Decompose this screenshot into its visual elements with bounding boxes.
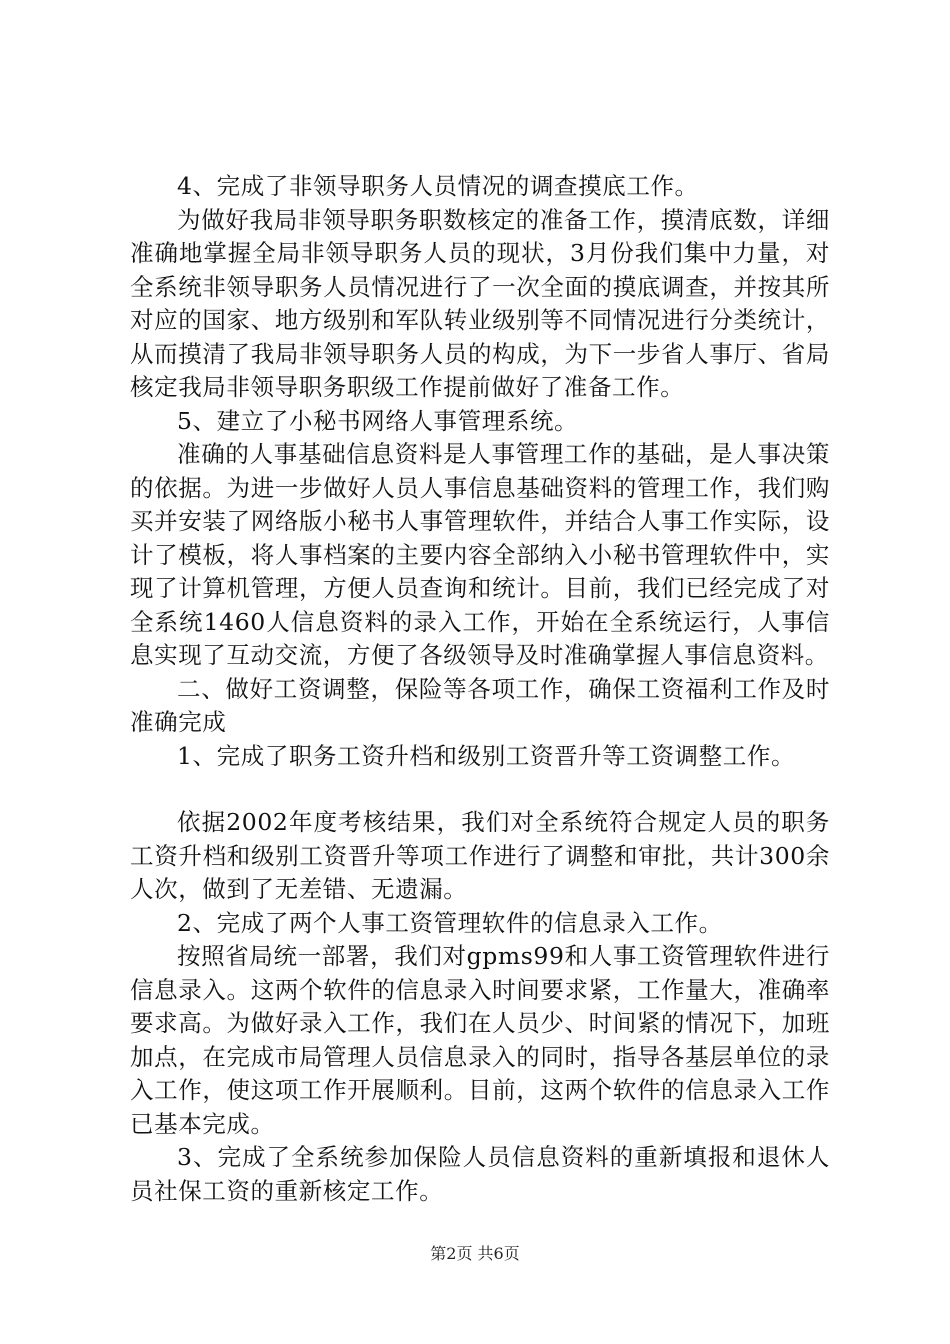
section-heading-2: 2、完成了两个人事工资管理软件的信息录入工作。 (177, 908, 723, 937)
section-heading-4: 4、完成了非领导职务人员情况的调查摸底工作。 (177, 172, 699, 200)
body-paragraph: 按照省局统一部署，我们对gpms99和人事工资管理软件进行信息录入。这两个软件的信息录入时间要求紧，工作量大，准确率要求高。为做好录入工作，我们在人员少、时间紧的情况下，加班加点，在完成市局管理人员信息录入的同时，指导各基层单位的录入工作，使这项工作开展顺利。目前，这两个软件的信息录入工作已基本完成。 (130, 942, 830, 1138)
section-heading-3: 3、完成了全系统参加保险人员信息资料的重新填报和退休人员社保工资的重新核定工作。 (130, 1143, 830, 1205)
body-paragraph: 为做好我局非领导职务职数核定的准备工作，摸清底数，详细准确地掌握全局非领导职务人员的现状，3月份我们集中力量，对全系统非领导职务人员情况进行了一次全面的摸底调查，并按其所对应的国家、地方级别和军队转业级别等不同情况进行分类统计，从而摸清了我局非领导职务人员的构成，为下一步省人事厅、省局核定我局非领导职务职级工作提前做好了准备工作。 (130, 205, 830, 401)
body-paragraph: 准确的人事基础信息资料是人事管理工作的基础，是人事决策的依据。为进一步做好人员人事信息基础资料的管理工作，我们购买并安装了网络版小秘书人事管理软件，并结合人事工作实际，设计了模板，将人事档案的主要内容全部纳入小秘书管理软件中，实现了计算机管理，方便人员查询和统计。目前，我们已经完成了对全系统1460人信息资料的录入工作，开始在全系统运行，人事信息实现了互动交流，方便了各级领导及时准确掌握人事信息资料。 (130, 440, 830, 669)
section-heading-5: 5、建立了小秘书网络人事管理系统。 (177, 406, 579, 435)
body-paragraph: 依据2002年度考核结果，我们对全系统符合规定人员的职务工资升档和级别工资晋升等项工作进行了调整和审批，共计300余人次，做到了无差错、无遗漏。 (130, 808, 830, 903)
chapter-heading-2: 二、做好工资调整，保险等各项工作，确保工资福利工作及时准确完成 (130, 674, 830, 736)
document-body (130, 170, 830, 1208)
section-heading-1: 1、完成了职务工资升档和级别工资晋升等工资调整工作。 (177, 741, 796, 770)
page-footer: 第2页 共6页 (430, 1244, 520, 1263)
